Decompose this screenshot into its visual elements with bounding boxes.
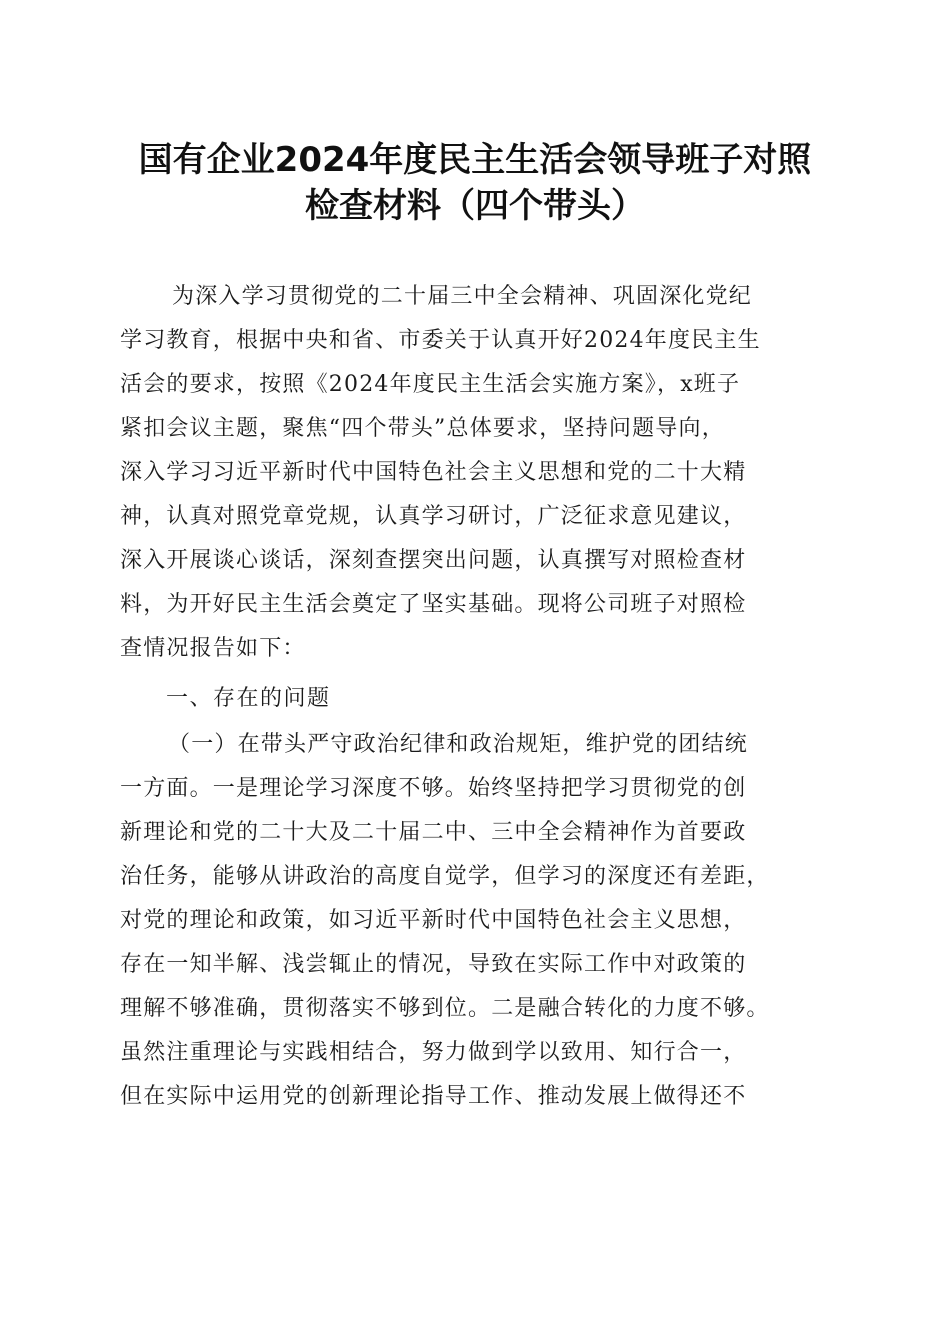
section-paragraph-line: 虽然注重理论与实践相结合，努力做到学以致用、知行合一， bbox=[120, 1040, 747, 1065]
intro-paragraph-line: 学习教育，根据中央和省、市委关于认真开好2024年度民主生 bbox=[120, 328, 761, 353]
intro-paragraph-line: 深入开展谈心谈话，深刻查摆突出问题，认真撰写对照检查材 bbox=[120, 548, 747, 573]
intro-paragraph-line: 神，认真对照党章党规，认真学习研讨，广泛征求意见建议， bbox=[120, 504, 747, 529]
section-paragraph-line: 理解不够准确，贯彻落实不够到位。二是融合转化的力度不够。 bbox=[120, 996, 770, 1021]
section-paragraph-line: （一）在带头严守政治纪律和政治规矩，维护党的团结统 bbox=[168, 732, 749, 757]
intro-paragraph-line: 深入学习习近平新时代中国特色社会主义思想和党的二十大精 bbox=[120, 460, 747, 485]
document-title-line-1: 国有企业2024年度民主生活会领导班子对照 bbox=[138, 140, 812, 180]
intro-paragraph-line: 活会的要求，按照《2024年度民主生活会实施方案》，x班子 bbox=[120, 372, 741, 397]
section-paragraph-line: 一方面。一是理论学习深度不够。始终坚持把学习贯彻党的创 bbox=[120, 776, 747, 801]
section-paragraph-line: 治任务，能够从讲政治的高度自觉学，但学习的深度还有差距， bbox=[120, 864, 770, 889]
intro-paragraph-line: 为深入学习贯彻党的二十届三中全会精神、巩固深化党纪 bbox=[172, 284, 753, 309]
section-paragraph-line: 新理论和党的二十大及二十届二中、三中全会精神作为首要政 bbox=[120, 820, 747, 845]
section-heading: 一、存在的问题 bbox=[166, 686, 331, 711]
section-paragraph-line: 对党的理论和政策，如习近平新时代中国特色社会主义思想， bbox=[120, 908, 747, 933]
intro-paragraph-line: 查情况报告如下： bbox=[120, 636, 306, 661]
section-paragraph-line: 存在一知半解、浅尝辄止的情况，导致在实际工作中对政策的 bbox=[120, 952, 747, 977]
intro-paragraph-line: 料，为开好民主生活会奠定了坚实基础。现将公司班子对照检 bbox=[120, 592, 747, 617]
intro-paragraph-line: 紧扣会议主题，聚焦“四个带头”总体要求，坚持问题导向， bbox=[120, 416, 725, 441]
document-title-line-2: 检查材料（四个带头） bbox=[305, 186, 645, 226]
section-paragraph-line: 但在实际中运用党的创新理论指导工作、推动发展上做得还不 bbox=[120, 1084, 747, 1109]
